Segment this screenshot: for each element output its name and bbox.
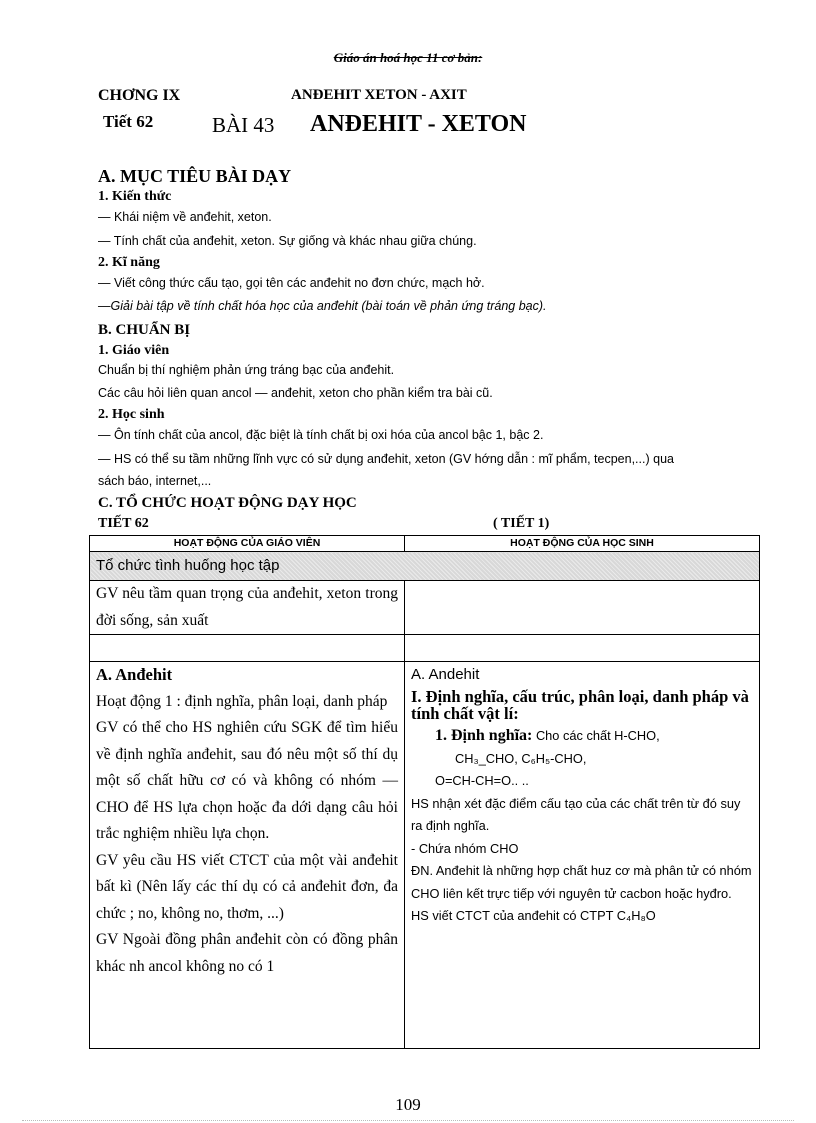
chapter-title: ANĐEHIT XETON - AXIT [291, 87, 467, 103]
left-section-title: A. Anđehit [96, 665, 173, 684]
student-prep-item: sách báo, internet,... [98, 474, 212, 488]
activity-table [89, 535, 760, 1049]
definition-text: Cho các chất H-CHO, [535, 728, 660, 743]
right-paragraph: HS viết CTCT của anđehit có CTPT C₄H₈O [411, 908, 656, 923]
section-c-title: C. TỔ CHỨC HOẠT ĐỘNG DẠY HỌC [98, 495, 357, 511]
table-row [90, 635, 760, 662]
definition-label: 1. Định nghĩa: [435, 727, 533, 744]
formula-line: CH₃_CHO, C₆H₅-CHO, [455, 750, 587, 766]
right-heading: I. Định nghĩa, cấu trúc, phân loại, danh pháp và tính chất vật lí: [411, 687, 749, 723]
left-paragraph: GV Ngoài đồng phân anđehit còn có đồng phân khác nh ancol không no có 1 [96, 931, 398, 975]
table-cell [405, 581, 760, 635]
table-cell [405, 662, 760, 1049]
section-b-title: B. CHUẨN BỊ [98, 322, 191, 338]
student-column-header: HOẠT ĐỘNG CỦA HỌC SINH [405, 536, 760, 552]
learning-situation-band: Tổ chức tình huống học tập [90, 552, 760, 581]
left-paragraph: Hoạt động 1 : định nghĩa, phân loại, danh pháp [96, 692, 388, 710]
right-paragraph: HS nhận xét đặc điểm cấu tạo của các chất trên từ đó suy ra định nghĩa. [411, 795, 741, 833]
student-prep-item: — Ôn tính chất của ancol, đặc biệt là tính chất bị oxi hóa của ancol bậc 1, bậc 2. [98, 428, 544, 442]
teacher-column-header: HOẠT ĐỘNG CỦA GIÁO VIÊN [90, 536, 405, 552]
skills-title: 2. Kĩ năng [98, 255, 160, 270]
teacher-prep-title: 1. Giáo viên [98, 343, 170, 358]
lesson-period: Tiết 62 [103, 112, 154, 131]
document-header: Giáo án hoá học 11 cơ bản: [333, 50, 483, 65]
section-a-title: A. MỤC TIÊU BÀI DẠY [98, 166, 292, 186]
student-prep-title: 2. Học sinh [98, 407, 165, 422]
left-paragraph: GV có thể cho HS nghiên cứu SGK để tìm hiểu về định nghĩa anđehit, sau đó nêu một số thí dụ một số chất hữu cơ có và không có nhóm — CHO để HS lựa chọn hoặc đa dới dạng câu hỏi trắc nghiệm nhiều lựa chọn. [96, 719, 398, 842]
right-section-title: A. Andehit [411, 666, 480, 683]
knowledge-item: — Khái niệm về anđehit, xeton. [98, 210, 272, 224]
chapter-label: CHƠNG IX [98, 87, 181, 104]
table-cell [90, 581, 405, 635]
table-cell [90, 635, 405, 662]
left-paragraph: GV yêu cầu HS viết CTCT của một vài anđehit bất kì (Nên lấy các thí dụ có cả anđehit đơn, đa chức ; no, không no, thơm, ...) [96, 851, 398, 922]
table-row [90, 662, 760, 1049]
definition-line [411, 725, 753, 748]
table-band-row [90, 552, 760, 581]
page-number: 109 [395, 1095, 421, 1114]
table-cell [90, 662, 405, 1049]
table-header-row [90, 536, 760, 552]
right-paragraph: ĐN. Anđehit là những hợp chất huz cơ mà phân tử có nhóm CHO liên kết trực tiếp với nguyên tử cacbon hoặc hyđro. [411, 863, 752, 901]
right-paragraph: - Chứa nhóm CHO [411, 840, 519, 856]
footer-divider [22, 1120, 794, 1121]
teacher-prep-item: Các câu hỏi liên quan ancol — anđehit, xeton cho phần kiểm tra bài cũ. [98, 386, 493, 400]
knowledge-item: — Tính chất của anđehit, xeton. Sự giống và khác nhau giữa chúng. [98, 234, 477, 248]
section-c-period-note: ( TIẾT 1) [493, 516, 550, 531]
lesson-title: ANĐEHIT - XETON [310, 111, 527, 137]
table-row [90, 581, 760, 635]
table-cell [405, 635, 760, 662]
skills-item: —Giải bài tập về tính chất hóa học của anđehit (bài toán về phản ứng tráng bạc). [98, 299, 547, 313]
teacher-prep-item: Chuẩn bị thí nghiệm phản ứng tráng bạc của anđehit. [98, 363, 395, 377]
row1-teacher-text: GV nêu tầm quan trọng của anđehit, xeton trong đời sống, sản xuất [96, 585, 398, 629]
lesson-number: BÀI 43 [212, 113, 275, 137]
skills-item: — Viết công thức cấu tạo, gọi tên các anđehit no đơn chức, mạch hở. [98, 276, 485, 290]
formula-line: O=CH-CH=O.. .. [435, 773, 529, 788]
student-prep-item: — HS có thể su tầm những lĩnh vực có sử dụng anđehit, xeton (GV hớng dẫn : mĩ phẩm, tecpen,...) qua [98, 452, 674, 466]
knowledge-title: 1. Kiến thức [98, 189, 172, 204]
section-c-period: TIẾT 62 [98, 516, 149, 531]
